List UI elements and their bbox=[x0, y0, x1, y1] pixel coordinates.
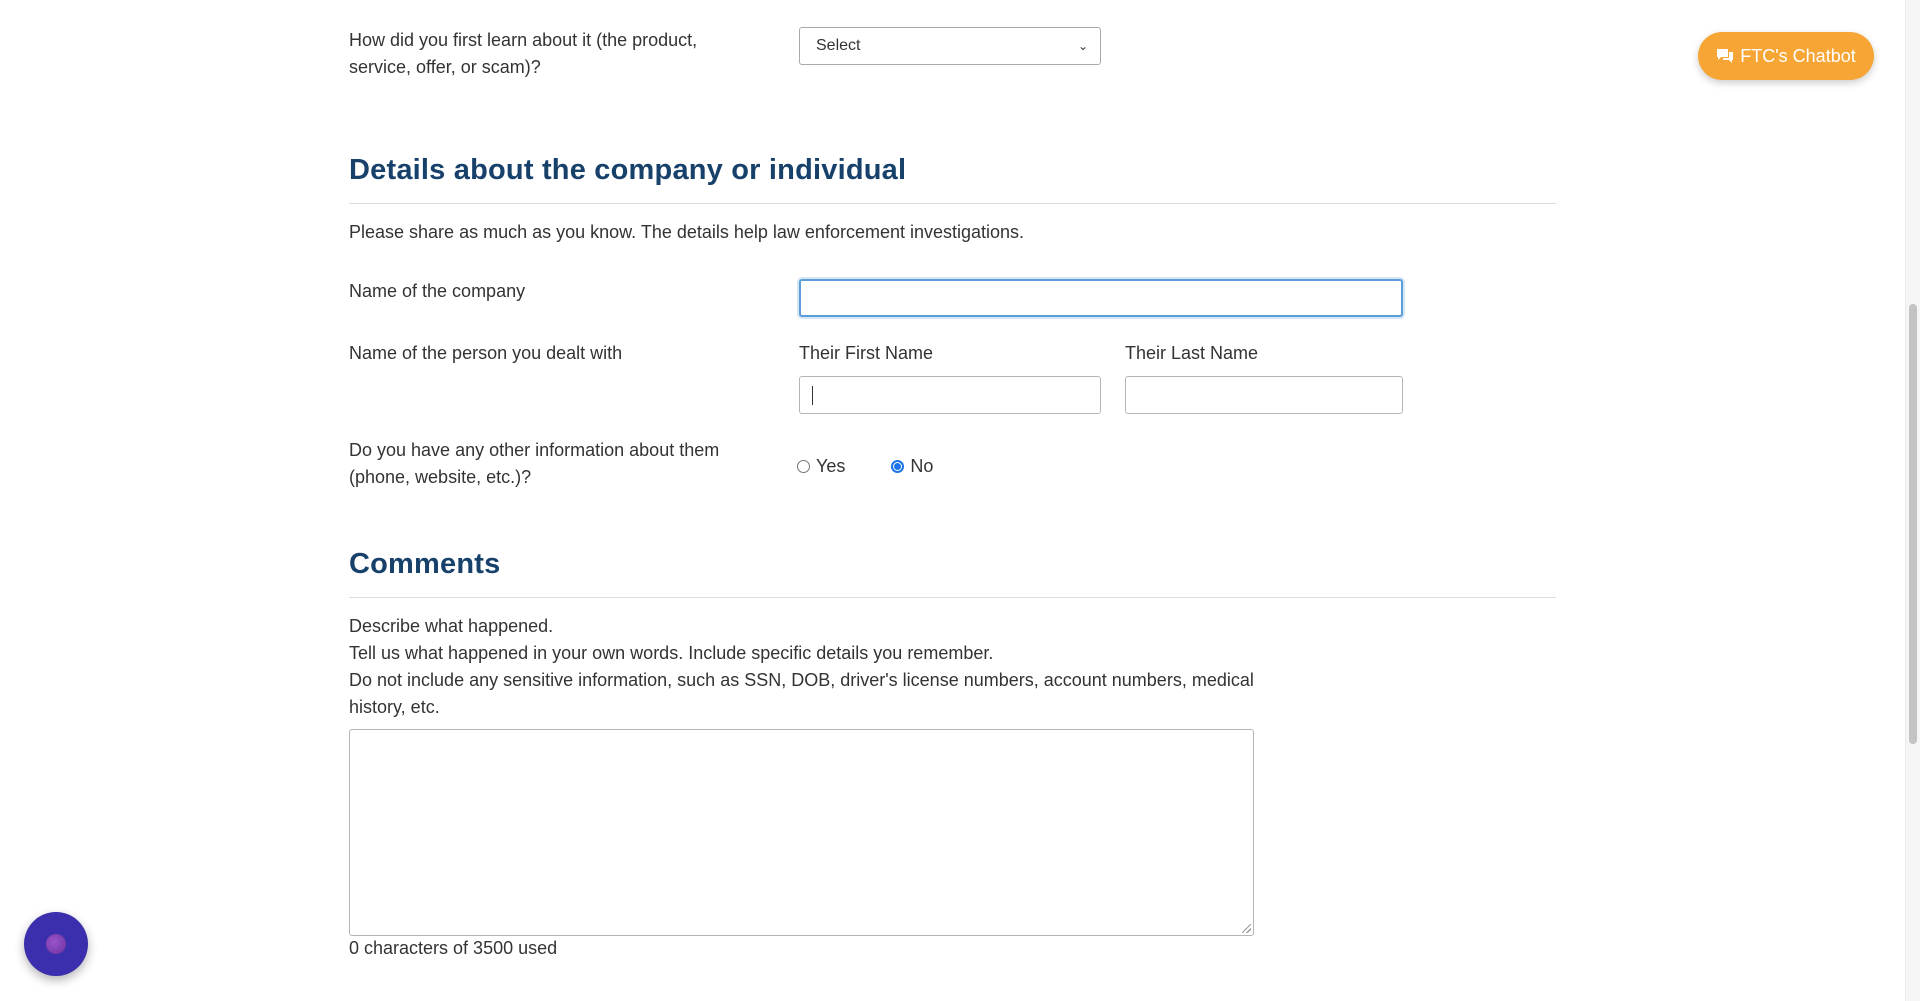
other-info-no-option[interactable] bbox=[891, 456, 933, 477]
yes-radio-label: Yes bbox=[816, 456, 846, 476]
comments-desc-line2: Tell us what happened in your own words. Include specific details you remember. bbox=[349, 643, 994, 663]
first-name-input[interactable] bbox=[799, 376, 1101, 414]
company-name-input[interactable] bbox=[799, 279, 1403, 317]
last-name-input[interactable] bbox=[1125, 376, 1403, 414]
company-name-label: Name of the company bbox=[349, 281, 526, 301]
character-counter: 0 characters of 3500 used bbox=[349, 938, 558, 958]
other-info-yes-option[interactable] bbox=[797, 456, 845, 477]
no-radio[interactable] bbox=[891, 460, 904, 473]
chevron-down-icon: ⌄ bbox=[1077, 39, 1088, 53]
comments-section-divider bbox=[349, 597, 1556, 598]
first-name-label: Their First Name bbox=[799, 343, 934, 363]
chat-assistant-bubble[interactable] bbox=[24, 912, 88, 976]
other-info-radio-group bbox=[797, 456, 933, 477]
other-info-label bbox=[349, 437, 719, 491]
chatbot-label: FTC's Chatbot bbox=[1740, 45, 1856, 66]
assistant-avatar-icon bbox=[46, 934, 66, 954]
person-name-label: Name of the person you dealt with bbox=[349, 343, 623, 363]
other-info-label-line1: Do you have any other information about them bbox=[349, 440, 720, 460]
first-learn-label-line2: service, offer, or scam)? bbox=[349, 57, 541, 77]
no-radio-label: No bbox=[910, 456, 934, 476]
comments-desc-line4: history, etc. bbox=[349, 697, 440, 717]
comments-section-heading: Comments bbox=[349, 548, 501, 580]
company-section-divider bbox=[349, 203, 1556, 204]
comments-desc-line3: Do not include any sensitive information, such as SSN, DOB, driver's license numbers, account numbers, medical bbox=[349, 670, 1254, 690]
first-learn-select[interactable] bbox=[799, 27, 1101, 65]
scrollbar-thumb[interactable] bbox=[1909, 304, 1917, 744]
comments-textarea[interactable] bbox=[349, 729, 1254, 936]
comments-desc-line1: Describe what happened. bbox=[349, 616, 554, 636]
chat-icon bbox=[1716, 48, 1734, 64]
yes-radio[interactable] bbox=[797, 460, 810, 473]
resize-grip-icon[interactable] bbox=[1242, 924, 1251, 933]
ftc-chatbot-button[interactable] bbox=[1698, 32, 1874, 80]
page-scrollbar[interactable] bbox=[1905, 0, 1920, 1001]
text-caret bbox=[812, 386, 813, 405]
first-learn-label-line1: How did you first learn about it (the product, bbox=[349, 30, 698, 50]
first-learn-select-value: Select bbox=[816, 37, 861, 54]
last-name-label: Their Last Name bbox=[1125, 343, 1259, 363]
first-learn-label bbox=[349, 27, 697, 81]
company-section-heading: Details about the company or individual bbox=[349, 154, 907, 186]
other-info-label-line2: (phone, website, etc.)? bbox=[349, 467, 532, 487]
company-intro-text: Please share as much as you know. The details help law enforcement investigations. bbox=[349, 222, 1025, 242]
comments-description bbox=[349, 613, 1254, 721]
